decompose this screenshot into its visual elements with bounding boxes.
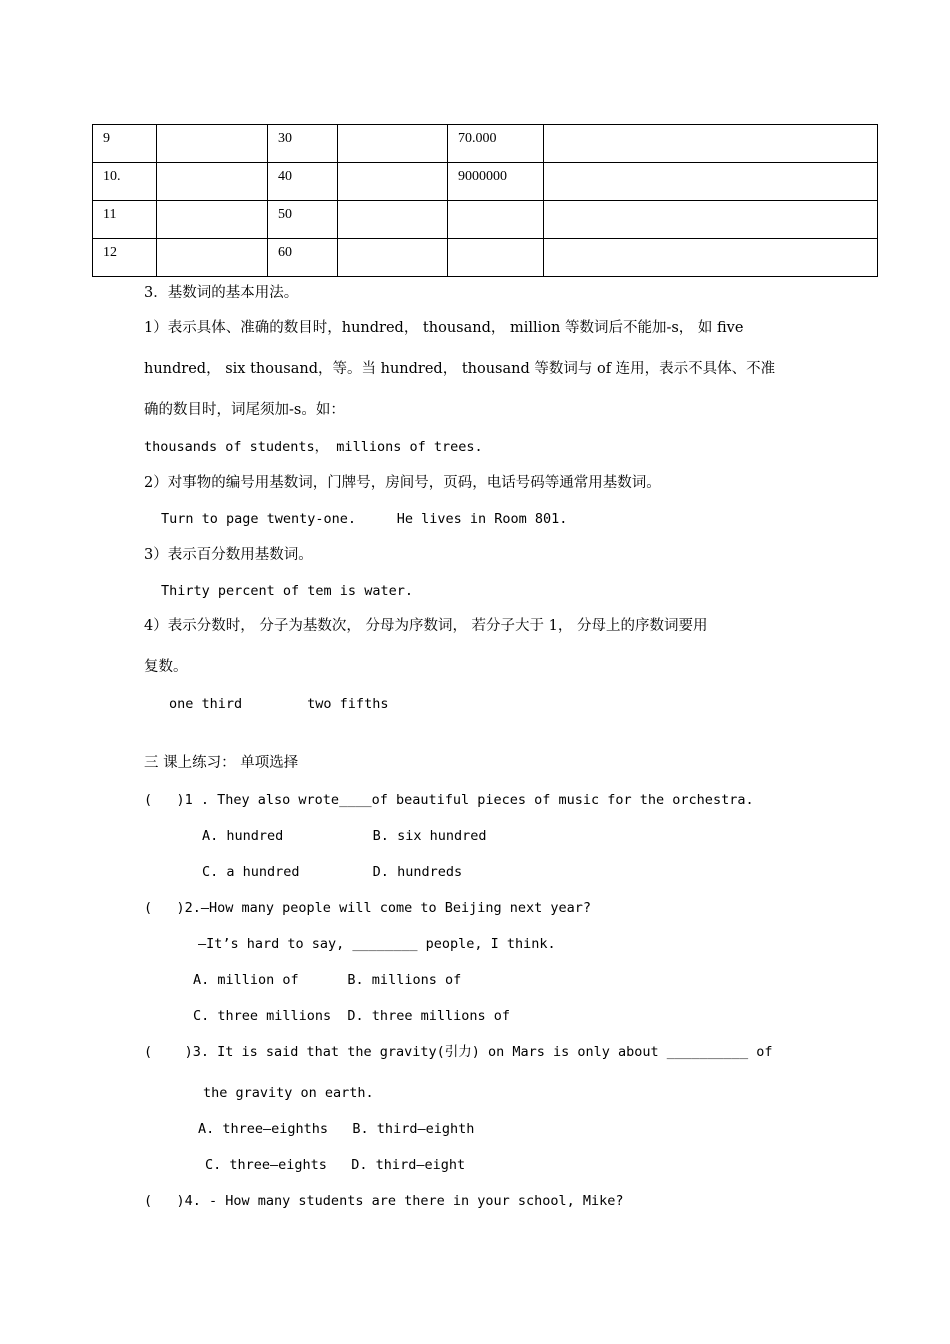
- question-3-options-cd: C. three—eights D. third—eight: [205, 1157, 466, 1173]
- table-cell: [544, 163, 878, 201]
- table-cell: 11: [93, 201, 157, 239]
- table-cell: [157, 239, 268, 277]
- table-cell: [338, 125, 448, 163]
- paragraph-3-example: Thirty percent of tem is water.: [161, 583, 413, 599]
- question-3-options-ab: A. three—eighths B. third—eighth: [198, 1121, 475, 1137]
- table-row: [93, 239, 878, 277]
- paragraph-3: 3）表示百分数用基数词。: [144, 547, 313, 563]
- question-3-continuation: the gravity on earth.: [203, 1085, 374, 1101]
- paragraph-1-line-3: 确的数目时，词尾须加-s。如：: [144, 402, 345, 418]
- question-2-options-cd: C. three millions D. three millions of: [193, 1008, 510, 1024]
- table-cell: [544, 239, 878, 277]
- table-cell: [157, 125, 268, 163]
- question-1-options-cd: C. a hundred D. hundreds: [202, 864, 463, 880]
- question-2-reply: —It’s hard to say, ________ people, I think.: [198, 936, 556, 952]
- number-table: [92, 124, 878, 277]
- table-row: [93, 201, 878, 239]
- table-cell: [338, 239, 448, 277]
- table-cell: 60: [268, 239, 338, 277]
- question-4: ( )4. - How many students are there in your school, Mike?: [144, 1193, 624, 1209]
- question-1: ( )1 . They also wrote____of beautiful pieces of music for the orchestra.: [144, 792, 754, 808]
- question-2: ( )2.—How many people will come to Beijing next year?: [144, 900, 592, 916]
- paragraph-2: 2）对事物的编号用基数词，门牌号，房间号，页码，电话号码等通常用基数词。: [144, 475, 661, 491]
- question-3: ( )3. It is said that the gravity(引力) on Mars is only about __________ of: [144, 1044, 773, 1060]
- table-cell: [448, 239, 544, 277]
- paragraph-4-line-2: 复数。: [144, 659, 188, 675]
- question-1-options-ab: A. hundred B. six hundred: [202, 828, 487, 844]
- table-cell: 9000000: [448, 163, 544, 201]
- table-cell: 50: [268, 201, 338, 239]
- table-cell: 40: [268, 163, 338, 201]
- table-cell: 12: [93, 239, 157, 277]
- question-2-options-ab: A. million of B. millions of: [193, 972, 462, 988]
- exercise-heading: 三 课上练习： 单项选择: [144, 755, 299, 771]
- table-cell: [544, 125, 878, 163]
- paragraph-4-example: one third two fifths: [169, 696, 389, 712]
- section-heading: 3．基数词的基本用法。: [144, 285, 299, 301]
- table-row: [93, 125, 878, 163]
- paragraph-1-example: thousands of students， millions of trees.: [144, 439, 483, 455]
- table-cell: [338, 201, 448, 239]
- table-cell: [338, 163, 448, 201]
- table-cell: 30: [268, 125, 338, 163]
- paragraph-1-line-2: hundred， six thousand，等。当 hundred， thousand 等数词与 of 连用，表示不具体、不准: [144, 361, 776, 377]
- table-cell: [157, 201, 268, 239]
- table-cell: [157, 163, 268, 201]
- table-cell: 9: [93, 125, 157, 163]
- paragraph-2-example: Turn to page twenty-one. He lives in Room 801.: [161, 511, 568, 527]
- paragraph-4-line-1: 4）表示分数时， 分子为基数次， 分母为序数词， 若分子大于 1， 分母上的序数词要用: [144, 618, 708, 634]
- table-cell: 10.: [93, 163, 157, 201]
- paragraph-1-line-1: 1）表示具体、准确的数目时，hundred， thousand， million 等数词后不能加-s， 如 five: [144, 320, 744, 336]
- table-row: [93, 163, 878, 201]
- table-cell: 70.000: [448, 125, 544, 163]
- table-cell: [544, 201, 878, 239]
- table-cell: [448, 201, 544, 239]
